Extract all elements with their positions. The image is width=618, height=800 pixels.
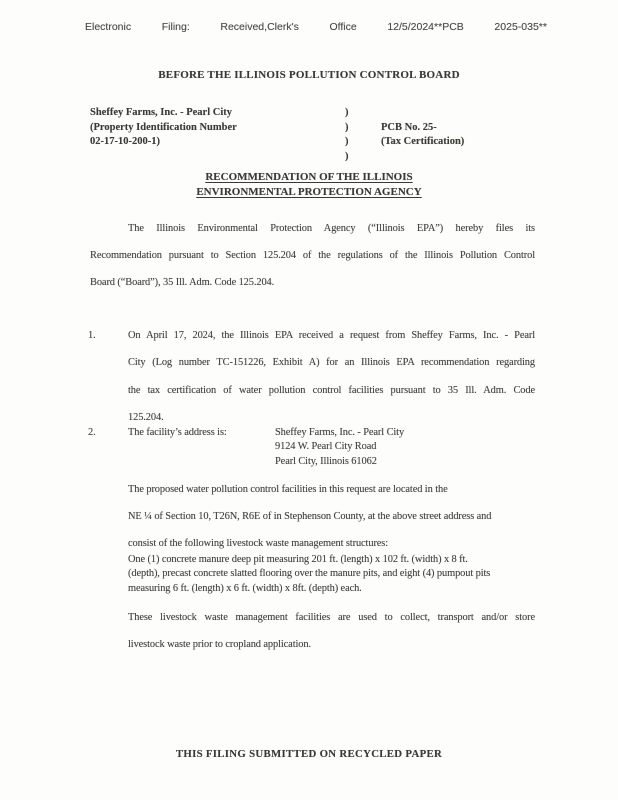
efiling-stamp (85, 21, 547, 33)
stamp-token: Office (329, 21, 357, 33)
list-item-2-number: 2. (88, 427, 96, 438)
party-name-block (90, 106, 237, 150)
list-item-1-number: 1. (88, 330, 96, 341)
paren: ) (345, 107, 349, 118)
paragraph-line: livestock waste prior to cropland application. (128, 639, 311, 650)
paragraph-line: (depth), precast concrete slatted flooring over the manure pits, and eight (4) pumpout pits (128, 568, 491, 580)
facility-location-paragraph (128, 476, 540, 557)
address-line: 9124 W. Pearl City Road (275, 441, 377, 453)
list-item-1 (128, 322, 535, 431)
paragraph-line: These livestock waste management facilities are used to collect, transport and/or store (128, 612, 535, 623)
facility-address-block (275, 426, 404, 469)
address-line: Pearl City, Illinois 61062 (275, 455, 377, 467)
stamp-token: Received,Clerk's (220, 21, 299, 33)
paragraph-line: On April 17, 2024, the Illinois EPA received a request from Sheffey Farms, Inc. - Pearl (128, 330, 535, 341)
court-title: BEFORE THE ILLINOIS POLLUTION CONTROL BOARD (158, 69, 460, 81)
structures-paragraph (128, 553, 524, 596)
recycled-paper-footer: THIS FILING SUBMITTED ON RECYCLED PAPER (175, 748, 443, 760)
paragraph-line: measuring 6 ft. (length) x 6 ft. (width) x 8ft. (depth) each. (128, 582, 362, 594)
party-line: (Property Identification Number (90, 121, 237, 133)
party-line: Sheffey Farms, Inc. - Pearl City (90, 107, 233, 118)
paragraph-line: One (1) concrete manure deep pit measuring 201 ft. (length) x 102 ft. (width) x 8 ft. (128, 554, 468, 565)
stamp-token: 2025-035** (494, 21, 547, 33)
paragraph-line: consist of the following livestock waste management structures: (128, 538, 389, 549)
caption-paren-column (345, 106, 349, 164)
stamp-token: Filing: (161, 21, 190, 33)
paren: ) (345, 150, 349, 162)
paragraph-line: Board (“Board”), 35 Ill. Adm. Code 125.204. (90, 277, 275, 288)
address-line: Sheffey Farms, Inc. - Pearl City (275, 427, 405, 438)
paragraph-line: Recommendation pursuant to Section 125.204 of the regulations of the Illinois Pollution Control (90, 250, 535, 261)
paren: ) (345, 121, 349, 133)
stamp-token: Electronic (85, 21, 132, 33)
usage-paragraph (128, 604, 535, 658)
party-line: 02-17-10-200-1) (90, 136, 160, 148)
facility-address-label: The facility’s address is: (128, 427, 227, 438)
document-heading (0, 170, 618, 200)
heading-line: RECOMMENDATION OF THE ILLINOIS (205, 171, 413, 183)
intro-paragraph (90, 215, 535, 296)
heading-line: ENVIRONMENTAL PROTECTION AGENCY (196, 185, 422, 198)
paragraph-line: The Illinois Environmental Protection Agency (“Illinois EPA”) hereby files its (128, 223, 535, 234)
stamp-token: 12/5/2024**PCB (387, 21, 464, 33)
case-caption (0, 106, 618, 170)
paragraph-line: City (Log number TC-151226, Exhibit A) for an Illinois EPA recommendation regarding (128, 357, 535, 369)
paragraph-line: The proposed water pollution control facilities in this request are located in the (128, 484, 448, 495)
case-type: (Tax Certification) (381, 136, 465, 148)
paragraph-line: NE ¼ of Section 10, T26N, R6E of in Stephenson County, at the above street address and (128, 511, 492, 522)
paren: ) (345, 136, 349, 148)
paragraph-line: 125.204. (128, 411, 164, 423)
case-number: PCB No. 25- (381, 121, 437, 133)
case-number-block (381, 121, 464, 150)
paragraph-line: the tax certification of water pollution control facilities pursuant to 35 Ill. Adm. Code (128, 384, 535, 396)
